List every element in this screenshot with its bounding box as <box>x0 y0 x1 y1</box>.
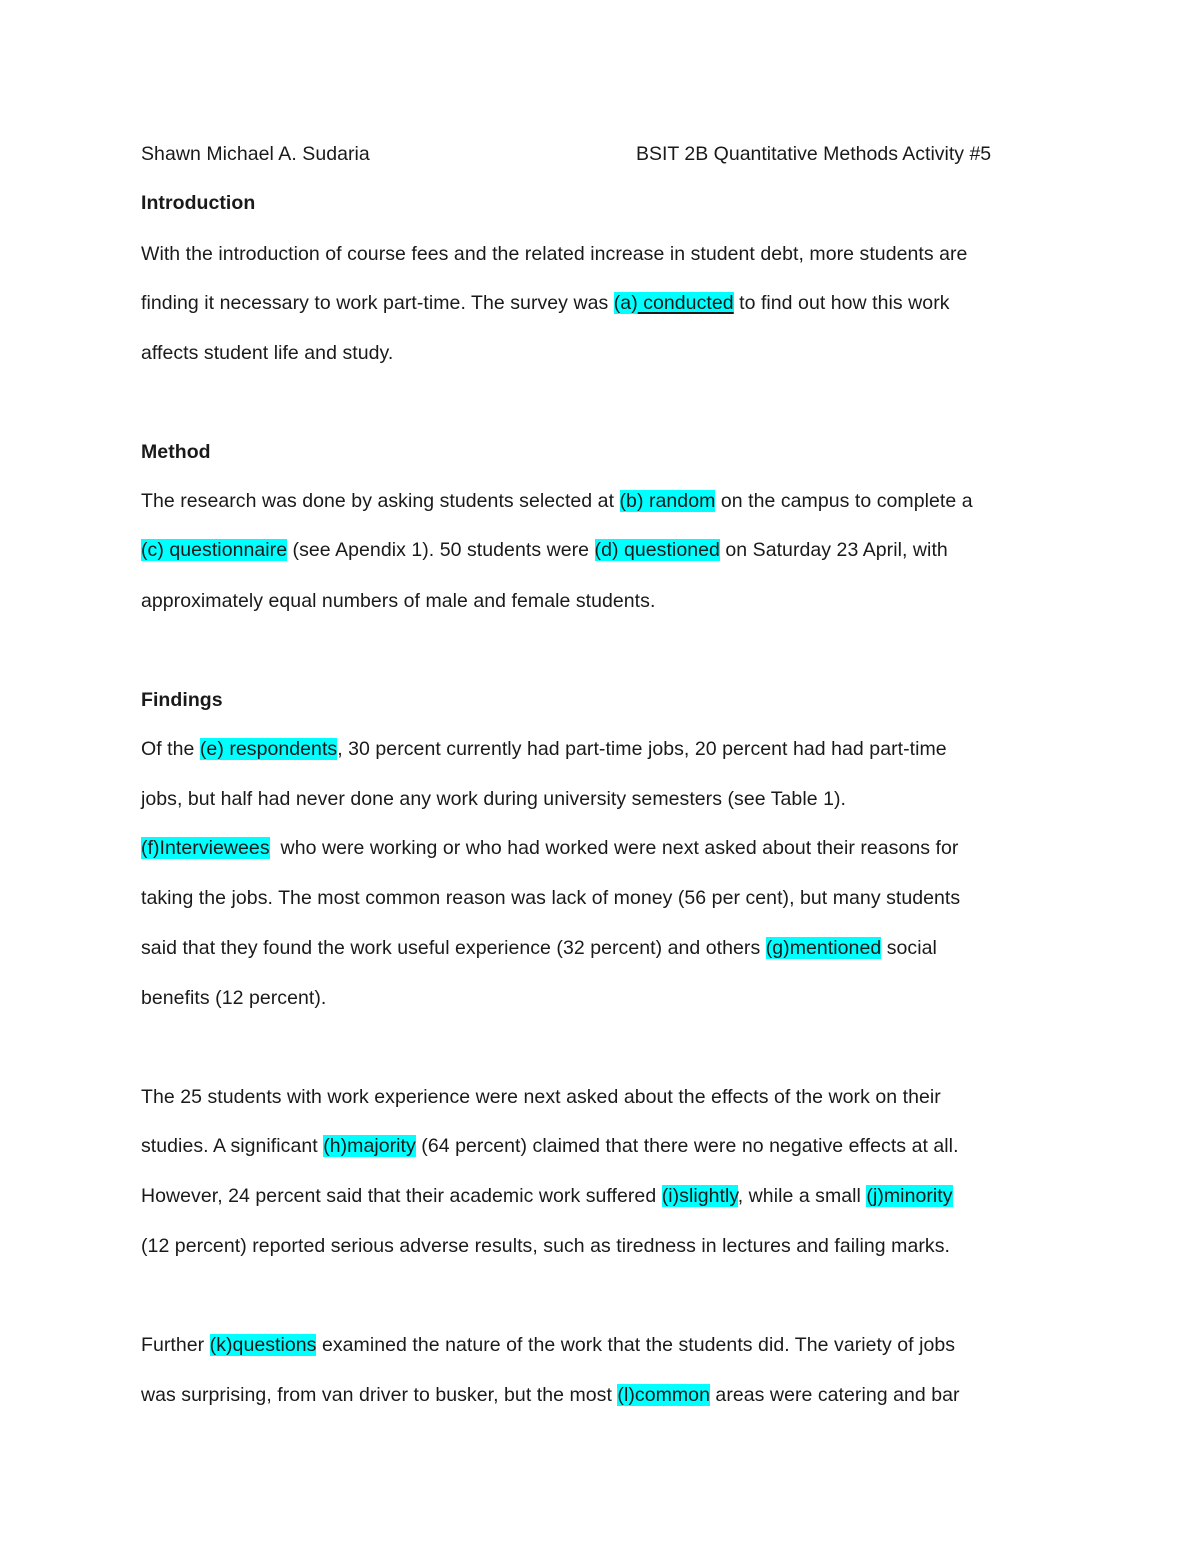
text-run: The research was done by asking students selected at <box>141 490 620 512</box>
author-text: Shawn Michael A. Sudaria <box>141 143 370 165</box>
paragraph-line <box>141 242 967 266</box>
paragraph-line <box>141 489 973 513</box>
findings-heading: Findings <box>141 689 223 711</box>
text-run: (12 percent) reported serious adverse results, such as tiredness in lectures and failing marks. <box>141 1235 950 1257</box>
highlighted-answer: (g)mentioned <box>765 937 882 959</box>
text-run: taking the jobs. The most common reason was lack of money (56 per cent), but many students <box>141 887 961 909</box>
paragraph-line <box>141 1085 941 1109</box>
highlighted-answer: (l)common <box>617 1384 710 1406</box>
paragraph-line <box>141 589 655 613</box>
text-run: finding it necessary to work part-time. The survey was <box>141 292 614 314</box>
text-run: , while a small <box>737 1185 867 1207</box>
highlighted-answer: (h)majority <box>323 1135 416 1157</box>
highlighted-answer: (e) respondents <box>199 738 338 760</box>
author-name <box>141 142 370 166</box>
text-run: areas were catering and bar <box>709 1384 960 1406</box>
answer-label: (a) <box>613 292 638 314</box>
paragraph-line <box>141 1333 955 1357</box>
text-run: on Saturday 23 April, with <box>719 539 948 561</box>
text-run: The 25 students with work experience were next asked about the effects of the work on their <box>141 1086 941 1108</box>
text-run: (64 percent) claimed that there were no negative effects at all. <box>415 1135 959 1157</box>
method-heading: Method <box>141 441 211 463</box>
highlighted-answer <box>614 292 734 314</box>
paragraph-line <box>141 886 960 910</box>
highlighted-answer: (c) questionnaire <box>141 539 288 561</box>
text-run: However, 24 percent said that their academic work suffered <box>141 1185 662 1207</box>
text-run: on the campus to complete a <box>715 490 973 512</box>
introduction-heading: Introduction <box>141 192 256 214</box>
highlighted-answer: (j)minority <box>866 1185 953 1207</box>
paragraph-line <box>141 341 393 365</box>
highlighted-answer: (i)slightly <box>661 1185 738 1207</box>
paragraph-line <box>141 1383 960 1407</box>
paragraph-line <box>141 291 950 315</box>
highlighted-answer: (k)questions <box>209 1334 317 1356</box>
paragraph-line <box>141 538 948 562</box>
text-run: approximately equal numbers of male and female students. <box>141 590 656 612</box>
text-run: studies. A significant <box>141 1135 324 1157</box>
paragraph-line <box>141 836 958 860</box>
text-run: social <box>881 937 937 959</box>
text-run: , 30 percent currently had part-time jobs, 20 percent had had part-time <box>337 738 947 760</box>
text-run: who were working or who had worked were next asked about their reasons for <box>269 837 959 859</box>
paragraph-line <box>141 1184 953 1208</box>
highlighted-answer: (b) random <box>619 490 716 512</box>
paragraph-line <box>141 737 947 761</box>
highlighted-answer: (f)Interviewees <box>141 837 270 859</box>
text-run: jobs, but half had never done any work during university semesters (see Table 1). <box>141 788 846 810</box>
paragraph-line <box>141 986 326 1010</box>
paragraph-line <box>141 1234 950 1258</box>
paragraph-line <box>141 787 846 811</box>
text-run: Further <box>141 1334 210 1356</box>
text-run: With the introduction of course fees and the related increase in student debt, more students are <box>141 243 968 265</box>
text-run: affects student life and study. <box>141 342 394 364</box>
paragraph-line <box>141 936 937 960</box>
text-run: to find out how this work <box>733 292 950 314</box>
course-title <box>636 142 991 166</box>
underlined-answer: conducted <box>637 292 734 314</box>
text-run: Of the <box>141 738 200 760</box>
text-run: benefits (12 percent). <box>141 987 327 1009</box>
text-run: was surprising, from van driver to busker, but the most <box>141 1384 618 1406</box>
course-text: BSIT 2B Quantitative Methods Activity #5 <box>636 143 992 165</box>
text-run: examined the nature of the work that the students did. The variety of jobs <box>316 1334 956 1356</box>
highlighted-answer: (d) questioned <box>594 539 720 561</box>
text-run: (see Apendix 1). 50 students were <box>287 539 595 561</box>
text-run: said that they found the work useful experience (32 percent) and others <box>141 937 766 959</box>
paragraph-line <box>141 1134 959 1158</box>
